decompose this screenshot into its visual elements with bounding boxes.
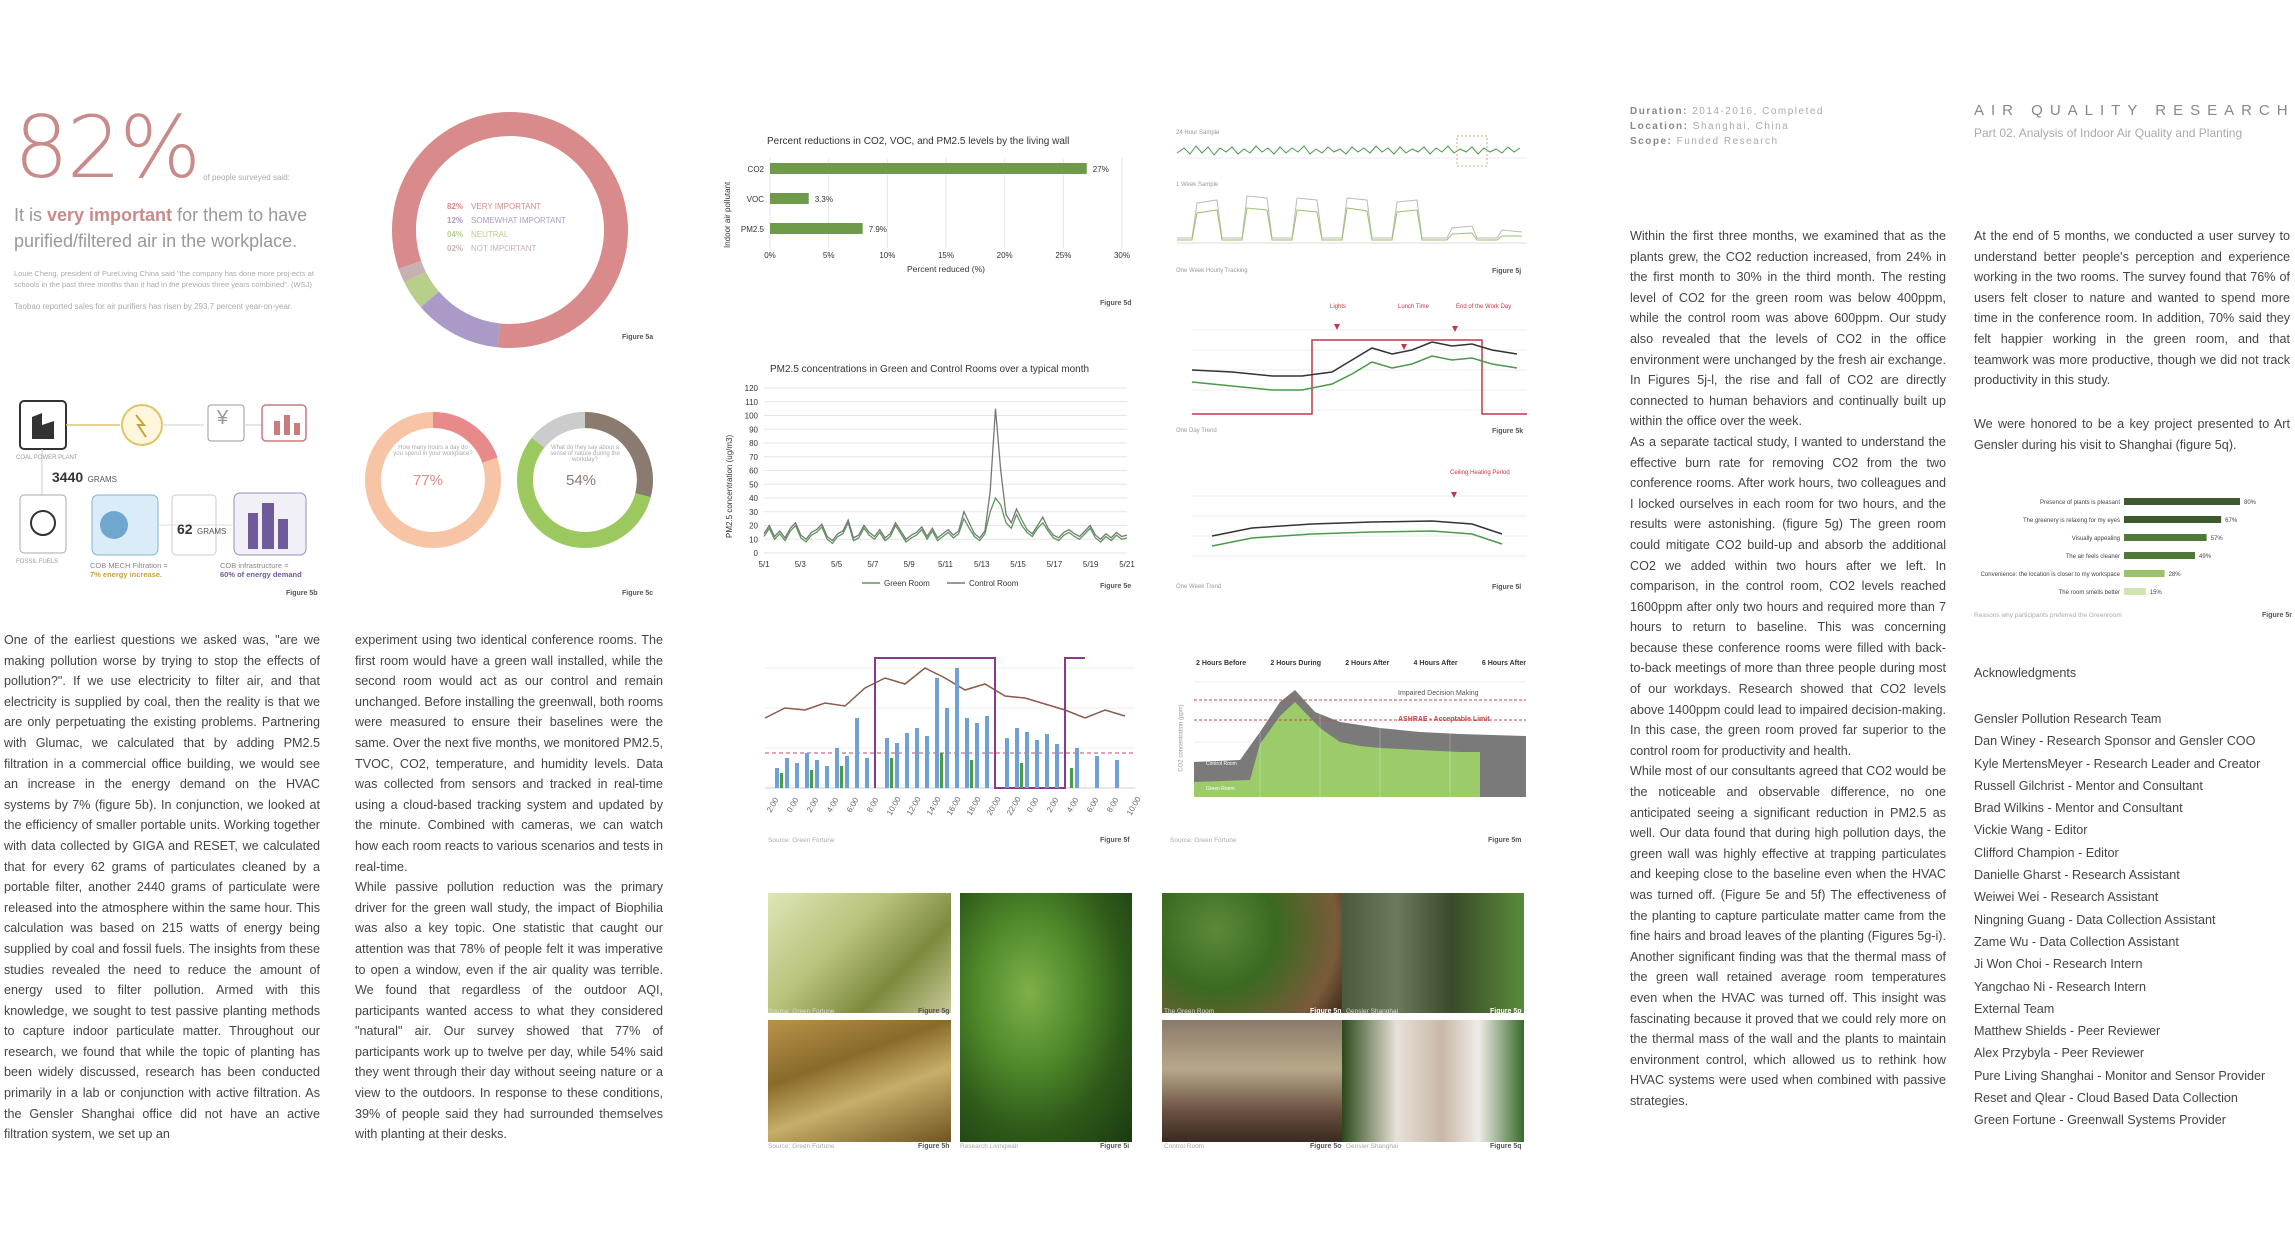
fig5a-legend [447,200,566,256]
taobao-note: Taobao reported sales for air purifiers has risen by 293.7 percent year-on-year. [14,302,293,311]
fig5e-ylabel: PM2.5 concentration (ug/m3) [725,434,734,538]
quote: Louie Cheng, president of PureLiving China said "the company has done more proj-ects at schools in the past three months than it had in the previous three years combined". (WSJ) [14,269,314,289]
fig5m-header: 4 Hours After [1413,660,1458,667]
fig5j-caption: Figure 5j [1492,268,1522,275]
fig5b-grams1: 3440 GRAMS [52,469,117,485]
svg-text:10:00: 10:00 [884,795,903,817]
acknowledgment-item: Brad Wilkins - Mentor and Consultant [1974,801,2183,816]
fig5d-tick: 30% [1113,251,1131,260]
fig5r-source: Reasons why participants preferred the Greenroom [1974,612,2122,619]
fig5r-bar [2124,498,2240,505]
fig5e-xtick: 5/13 [974,560,990,569]
fig5a-legend-item: 12% SOMEWHAT IMPORTANT [447,216,566,225]
fig5m-source: Source: Green Fortune [1170,837,1237,844]
acknowledgment-item: Danielle Gharst - Research Assistant [1974,868,2180,883]
fig5k-ann1: Lights [1330,304,1347,310]
fig5e-ytick: 10 [749,535,758,545]
fig5r-value-label: 15% [2149,590,2162,596]
fig5e-ytick: 30 [749,507,758,517]
fig5e-ytick: 50 [749,480,758,490]
fig5c-donut2-text: What do they say about a sense of nature during the workday? [550,445,620,463]
svg-text:6:00: 6:00 [1084,796,1101,814]
acknowledgment-item: Kyle MertensMeyer - Research Leader and Creator [1974,756,2261,771]
surveyed-note: of people surveyed said: [203,173,290,182]
fig5q-photo [1342,1020,1524,1142]
fig5h-photo [768,1020,951,1142]
acknowledgment-item: Green Fortune - Greenwall Systems Provider [1974,1113,2226,1128]
fig5e-title: PM2.5 concentrations in Green and Control Rooms over a typical month [770,364,1090,375]
fig5d-title: Percent reductions in CO2, VOC, and PM2.5 levels by the living wall [767,136,1070,147]
fig5i-source: Research Livingwall [960,1143,1018,1150]
fig5d-bar [770,163,1087,174]
fig5a-slice [415,277,430,299]
fig5e-ytick: 120 [744,384,758,393]
fig5f-source: Source: Green Fortune [768,837,835,844]
acknowledgment-item: Russell Gilchrist - Mentor and Consultant [1974,778,2203,793]
fig5a-legend-item: 82% VERY IMPORTANT [447,202,542,211]
fig5o-caption: Figure 5o [1310,1143,1342,1150]
fig5d-chart [722,128,1132,308]
fig5g-source: Source: Green Fortune [768,1008,835,1015]
fig5j-chart [1172,128,1527,268]
fig5r-bar [2124,570,2165,577]
acknowledgments-list [1974,708,2290,1132]
fig5p-source: Gensler Shanghai [1346,1008,1399,1015]
svg-text:4:00: 4:00 [824,796,841,814]
fig5m-header: 2 Hours After [1345,660,1390,667]
fig5r-caption: Figure 5r [2262,612,2292,619]
fig5e-legend-label: Green Room [884,579,930,588]
fig5d-category: VOC [746,195,764,204]
svg-text:8:00: 8:00 [1104,796,1121,814]
acknowledgment-item: Pure Living Shanghai - Monitor and Sensor Provider [1974,1068,2266,1083]
fig5d-tick: 15% [937,251,955,260]
fig5m-line2: ASHRAE - Acceptable Limit [1398,716,1490,723]
fig5b-fossil: FOSSIL FUELS [16,559,59,565]
fig5r-category: Visually appealing [2071,536,2120,542]
fig5e-xtick: 5/15 [1010,560,1026,569]
fig5e-ytick: 70 [749,452,758,462]
fig5d-tick: 20% [996,251,1013,260]
fig5d-ylabel: Indoor air pollutant [723,181,732,248]
fig5e-series-control-room [764,409,1127,541]
fig5e-xtick: 5/19 [1082,560,1099,569]
fig5k-label: One Day Trend [1176,428,1217,434]
fig5m-ylabel: CO2 concentration (ppm) [1178,704,1185,772]
fig5d-tick: 0% [764,251,776,260]
fig5j-label3: One Week Hourly Tracking [1176,268,1248,274]
fig5d-caption: Figure 5d [1100,300,1132,307]
fig5m-line1: Impaired Decision Making [1398,690,1479,697]
fig5n-photo [1162,893,1342,1013]
fig5b-yen: ¥ [217,407,229,429]
fig5r-bar [2124,534,2207,541]
fig5r-value-label: 57% [2210,536,2223,542]
fig5i-photo [960,893,1132,1142]
acknowledgment-item: Zame Wu - Data Collection Assistant [1974,934,2179,949]
fig5h-caption: Figure 5h [918,1143,950,1150]
fig5d-value-label: 3.3% [814,195,833,204]
acknowledgment-item: Weiwei Wei - Research Assistant [1974,890,2159,905]
fig5p-caption: Figure 5p [1490,1008,1522,1015]
fig5d-category: PM2.5 [740,225,764,234]
fig5r-value-label: 67% [2225,518,2238,524]
fig5m-header: 2 Hours During [1270,660,1321,667]
page-title: AIR QUALITY RESEARCH [1974,102,2295,119]
fig5d-value-label: 7.9% [868,225,887,234]
svg-text:12:00: 12:00 [904,795,923,817]
fig5l-caption: Figure 5l [1492,584,1522,591]
fig5b-grams2: 62 GRAMS [177,521,227,537]
svg-text:6:00: 6:00 [844,796,861,814]
acknowledgment-item: External Team [1974,1001,2055,1016]
acknowledgment-item: Ningning Guang - Data Collection Assistant [1974,912,2216,927]
svg-text:20:00: 20:00 [984,795,1003,817]
fig5e-xtick: 5/11 [938,560,953,569]
acknowledgments-title: Acknowledgments [1974,666,2077,680]
fig5d-bar [770,223,863,234]
fig5r-category: The greenery is relaxing for my eyes [2022,518,2120,524]
fig5c-donut2-value: 54% [566,472,597,489]
fig5p-photo [1342,893,1524,1013]
fig5e-xtick: 5/3 [794,560,806,569]
fig5c-caption: Figure 5c [622,590,654,597]
right-column-1: Within the first three months, we examined that as the plants grew, the CO2 reduction increased, from 24% in the first month to 30% in the third month. The resting level of CO2 for the green room was below 400ppm, while the control room was above 600ppm. Our study also revealed that the levels of CO2 in the office environment were unchanged by the fresh air exchange. In Figures 5j-l, the rise and fall of CO2 are directly connected to human behaviors and continually built up within the office over the week. As a separate tactical study, I wanted to understand the effective burn rate for removing CO2 from the two conference rooms. After work hours, two colleagues and I locked ourselves in each room for two hours, and the results were astonishing. (figure 5g) The green room could mitigate CO2 build-up and absorb the additional CO2 we added within two hours after we left. In comparison, in the control room, CO2 levels reached 1600ppm after only two hours and required more than 7 hours to return to baseline. This was concerning because these conference rooms were filled with back-to-back meetings of more than three people during most of our workdays. Research showed that CO2 levels above 1400ppm could lead to impaired decision-making. In this case, the green room proved far superior to the control room for productivity and health. While most of our consultants agreed that CO2 would be the noticeable and observable difference, no one anticipated seeing a significant reduction in PM2.5 as well. Our data found that during high pollution days, the green wall was highly effective at trapping particulates and keeping close to the baseline even when the HVAC was turned off. (Figure 5e and 5f) The effectiveness of the planting to capture particulate matter came from the fine hairs and broad leaves of the planting (Figures 5g-i). Another significant finding was that the thermal mass of the green wall retained average room temperatures even when the HVAC was turned off. This insight was fascinating because it proved that we could rely more on the thermal mass of the wall and the plants to maintain environment control, which allowed us to rethink how HVAC systems were used when combined with passive strategies. [1630,229,1946,1108]
fig5a-slice [430,299,499,335]
svg-text:8:00: 8:00 [864,796,881,814]
fig5k-ann2: Lunch Time [1398,304,1430,310]
fig5k-ann3: End of the Work Day [1456,304,1512,310]
fig5e-ytick: 40 [749,494,758,503]
fig5d-tick: 5% [822,251,835,260]
fig5a-legend-item: 04% NEUTRAL [447,230,509,239]
acknowledgment-item: Reset and Qlear - Cloud Based Data Collection [1974,1091,2238,1106]
fig5r-category: The air feels cleaner [2065,554,2120,560]
fig5j-label1: 24 Hour Sample [1176,130,1220,136]
fig5c-donuts [358,405,668,555]
fig5r-value-label: 49% [2199,554,2212,560]
acknowledgment-item: Gensler Pollution Research Team [1974,712,2162,726]
fig5a-slice [410,265,415,277]
fig5r-chart [1974,490,2290,600]
fig5b-note2: COB infrastructure = 60% of energy demand [220,561,302,579]
fig5k-caption: Figure 5k [1492,428,1524,435]
fig5r-category: Presence of plants is pleasant [2039,500,2120,506]
fig5e-caption: Figure 5e [1100,583,1132,590]
fig5e-ytick: 110 [745,397,758,407]
fig5q-caption: Figure 5q [1490,1143,1522,1150]
svg-text:2:00: 2:00 [1044,796,1061,814]
fig5e-xtick: 5/7 [867,560,879,569]
fig5e-xtick: 5/1 [758,560,770,569]
acknowledgment-item: Ji Won Choi - Research Intern [1974,957,2143,972]
fig5e-ytick: 0 [753,549,758,558]
fig5m-caption: Figure 5m [1488,837,1522,844]
fig5l-ann1: Ceiling Heating Period [1450,470,1510,476]
page-subtitle: Part 02. Analysis of Indoor Air Quality and Planting [1974,126,2243,140]
fig5l-chart [1172,476,1527,576]
headline: It is very important for them to have purified/filtered air in the workplace. [14,205,308,251]
svg-text:22:00: 22:00 [1004,795,1023,817]
fig5j-label2: 1 Week Sample [1176,182,1219,188]
fig5b-coal: COAL POWER PLANT [16,455,78,461]
svg-text:16:00: 16:00 [944,795,963,817]
fig5m-control: Control Room [1206,761,1237,767]
fig5c-donut1-value: 77% [413,472,444,489]
fig5e-ytick: 100 [744,411,758,421]
left-column-2: experiment using two identical conference rooms. The first room would have a green wall installed, while the second room would act as our control and remain unchanged. Before installing the greenwall, both rooms were measured to ensure their baselines were the same. Over the next five months, we monitored PM2.5, TVOC, CO2, temperature, and humidity levels. Data was collected from sensors and tracked in real-time using a cloud-based tracking system and updated by the minute. Combined with cameras, we can watch how each room reacts to various scenarios and tests in real-time. While passive pollution reduction was the primary driver for the green wall study, the impact of Biophilia was also a key topic. One statistic that caught our attention was that 78% of people felt it was imperative to open a window, even if the air quality was terrible. We found that regardless of the outdoor AQI, participants wanted access to what they considered "natural" air. Our survey showed that 77% of participants work up to twelve per day, while 54% said they went through their day without seeing nature or a view to the outdoors. In response to these conditions, 39% of people said they had surrounded themselves with planting at their desks. [355,633,663,1142]
fig5o-source: Control Room [1164,1143,1205,1150]
fig5e-xtick: 5/21 [1119,560,1135,569]
fig5n-source: The Green Room [1164,1008,1215,1015]
fig5d-xlabel: Percent reduced (%) [907,264,985,274]
stats-block [14,98,334,311]
fig5d-bar [770,193,809,204]
fig5e-series-green-room [764,498,1127,543]
fig5r-bar [2124,588,2146,595]
fig5b-infographic [12,395,312,595]
acknowledgment-item: Alex Przybyla - Peer Reviewer [1974,1046,2145,1061]
fig5f-caption: Figure 5f [1100,837,1130,844]
right-column-2a: At the end of 5 months, we conducted a user survey to understand better people's perception and experience working in the two rooms. The survey found that 76% of users felt closer to nature and wanted to spend more time in the conference room. In addition, 70% said they felt happier working in the green room, and that teamwork was more productive, though we did not track productivity in this study. [1974,229,2290,388]
acknowledgment-item: Vickie Wang - Editor [1974,823,2088,838]
fig5e-legend-label: Control Room [969,579,1019,588]
fig5o-photo [1162,1020,1342,1142]
svg-text:0:00: 0:00 [784,796,801,814]
fig5e-ytick: 60 [749,466,758,476]
fig5b-caption: Figure 5b [286,590,318,597]
fig5q-source: Gensler Shanghai [1346,1143,1399,1150]
acknowledgment-item: Matthew Shields - Peer Reviewer [1974,1024,2161,1039]
svg-text:2:00: 2:00 [804,796,821,814]
fig5m-headers [1196,660,1526,667]
svg-text:14:00: 14:00 [924,795,943,817]
acknowledgment-item: Yangchao Ni - Research Intern [1974,979,2146,994]
fig5e-xtick: 5/9 [903,560,915,569]
fig5g-photo [768,893,951,1013]
fig5c-donut1-text: How many hours a day do you spend in your workplace? [393,445,473,457]
fig5d-tick: 25% [1055,251,1072,260]
fig5d-category: CO2 [747,165,764,174]
fig5l-label: One Week Trend [1176,584,1222,590]
fig5r-category: Convenience: the location is closer to my workspace [1980,572,2120,578]
fig5r-bar [2124,552,2195,559]
acknowledgment-item: Clifford Champion - Editor [1974,845,2119,860]
fig5i-caption: Figure 5i [1100,1143,1130,1150]
fig5d-tick: 10% [879,251,896,260]
fig5e-ytick: 20 [749,521,758,531]
fig5r-value-label: 80% [2244,500,2257,506]
svg-text:4:00: 4:00 [1064,796,1081,814]
svg-text:2:00: 2:00 [764,796,781,814]
fig5e-ytick: 80 [749,439,758,448]
fig5e-chart [722,358,1135,598]
acknowledgment-item: Dan Winey - Research Sponsor and Gensler COO [1974,734,2256,749]
fig5b-note1: COB MECH Filtration = 7% energy increase. [90,561,168,579]
left-column-1: One of the earliest questions we asked was, "are we making pollution worse by trying to stop the effects of pollution?". If we use electricity to filter air, and that electricity is supplied by coal, then the reality is that we are only perpetuating the existing problems. Partnering with Glumac, we calculated that by adding PM2.5 filtration in a commercial office building, we would see an increase in the energy demand on the HVAC systems by 7% (figure 5b). In conjunction, we looked at the efficiency of smaller portable units. Working together with data collected by GIGA and RESET, we calculated that for every 62 grams of particulates cleaned by a portable filter, another 2440 grams of particulate were released into the atmosphere within the same hour. This calculation was based on 215 watts of energy being supplied by coal and fossil fuels. The insights from these studies revealed the need to reduce the amount of energy used to filter pollution. Armed with this knowledge, we sought to test passive planting methods to capture indoor particulate matter. Throughout our research, we found that while the topic of planting has been widely discussed, research has been conducted primarily in a lab or conjunction with active filtration. As the Gensler Shanghai office did not have an active filtration system, we set up an [4,633,320,1142]
fig5h-source: Source: Green Fortune [768,1143,835,1150]
fig5r-value-label: 28% [2168,572,2181,578]
big-percent: 82% [14,98,200,198]
right-column-2b: We were honored to be a key project presented to Art Gensler during his visit to Shanghai (figure 5q). [1974,417,2290,452]
project-meta: Duration: 2014-2016, Completed Location: Shanghai, China Scope: Funded Research [1630,106,1824,147]
fig5a-caption: Figure 5a [622,334,654,341]
fig5k-chart [1172,310,1527,425]
fig5m-green: Green Room [1206,786,1235,792]
fig5a-legend-item: 02% NOT IMPORTANT [447,244,537,253]
fig5d-value-label: 27% [1092,165,1109,174]
svg-text:18:00: 18:00 [964,795,983,817]
fig5e-xtick: 5/5 [831,560,843,569]
svg-text:10:00: 10:00 [1124,795,1143,817]
fig5r-category: The room smells better [2058,590,2120,596]
fig5m-header: 2 Hours Before [1196,660,1247,667]
fig5n-caption: Figure 5n [1310,1008,1342,1015]
fig5r-bar [2124,516,2221,523]
fig5m-header: 6 Hours After [1481,660,1526,667]
svg-text:0:00: 0:00 [1024,796,1041,814]
fig5g-caption: Figure 5g [918,1008,950,1015]
fig5e-xtick: 5/17 [1046,560,1063,569]
fig5f-chart [764,648,1143,838]
fig5e-ytick: 90 [749,425,758,435]
